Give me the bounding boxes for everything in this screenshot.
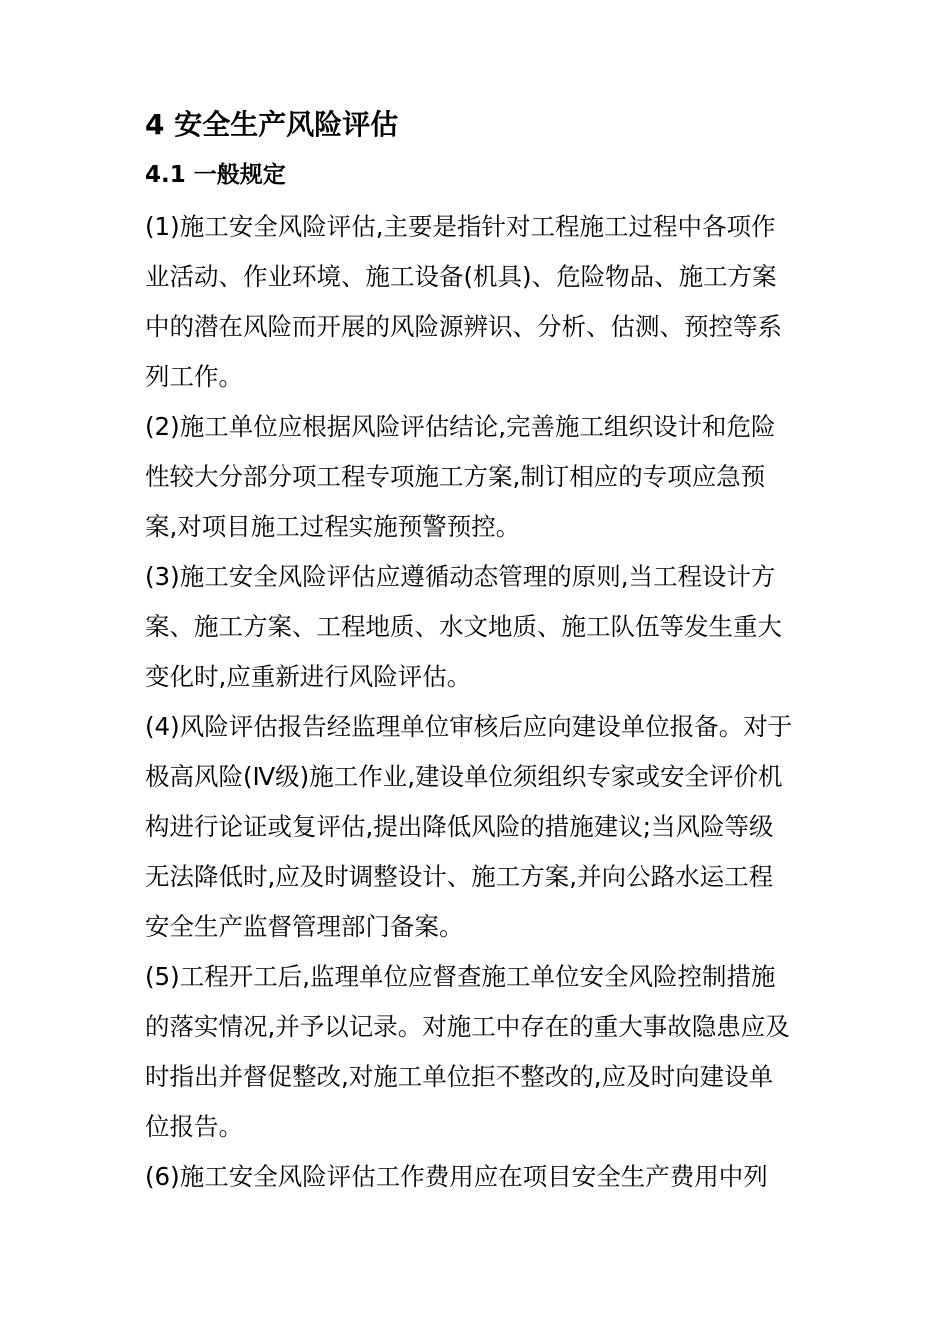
paragraph-line: (6)施工安全风险评估工作费用应在项目安全生产费用中列 bbox=[145, 1162, 768, 1191]
paragraph-line: 构进行论证或复评估,提出降低风险的措施建议;当风险等级 bbox=[145, 812, 774, 841]
paragraph-line: 性较大分部分项工程专项施工方案,制订相应的专项应急预 bbox=[145, 462, 766, 491]
document-page bbox=[145, 100, 815, 1202]
paragraph-line: 安全生产监督管理部门备案。 bbox=[145, 912, 464, 941]
paragraph-line: 无法降低时,应及时调整设计、施工方案,并向公路水运工程 bbox=[145, 862, 774, 891]
paragraph-line: 案,对项目施工过程实施预警预控。 bbox=[145, 512, 521, 541]
paragraph-6 bbox=[145, 1152, 815, 1202]
paragraph-line: 的落实情况,并予以记录。对施工中存在的重大事故隐患应及 bbox=[145, 1012, 790, 1041]
paragraph-line: 列工作。 bbox=[145, 362, 243, 391]
paragraph-1 bbox=[145, 202, 815, 402]
paragraph-line: 位报告。 bbox=[145, 1112, 243, 1141]
paragraph-4 bbox=[145, 702, 815, 952]
paragraph-line: 案、施工方案、工程地质、水文地质、施工队伍等发生重大 bbox=[145, 612, 782, 641]
paragraph-line: 极高风险(Ⅳ级)施工作业,建设单位须组织专家或安全评价机 bbox=[145, 762, 783, 791]
paragraph-line: (1)施工安全风险评估,主要是指针对工程施工过程中各项作 bbox=[145, 212, 776, 241]
paragraph-line: (3)施工安全风险评估应遵循动态管理的原则,当工程设计方 bbox=[145, 562, 776, 591]
paragraph-5 bbox=[145, 952, 815, 1152]
paragraph-2 bbox=[145, 402, 815, 552]
paragraph-line: (5)工程开工后,监理单位应督查施工单位安全风险控制措施 bbox=[145, 962, 776, 991]
paragraph-line: 时指出并督促整改,对施工单位拒不整改的,应及时向建设单 bbox=[145, 1062, 774, 1091]
chapter-heading: 4 安全生产风险评估 bbox=[145, 108, 399, 141]
paragraph-line: (4)风险评估报告经监理单位审核后应向建设单位报备。对于 bbox=[145, 712, 793, 741]
paragraph-line: (2)施工单位应根据风险评估结论,完善施工组织设计和危险 bbox=[145, 412, 776, 441]
paragraph-3 bbox=[145, 552, 815, 702]
paragraph-line: 中的潜在风险而开展的风险源辨识、分析、估测、预控等系 bbox=[145, 312, 782, 341]
paragraph-line: 业活动、作业环境、施工设备(机具)、危险物品、施工方案 bbox=[145, 262, 777, 291]
paragraph-line: 变化时,应重新进行风险评估。 bbox=[145, 662, 472, 691]
section-heading: 4.1 一般规定 bbox=[145, 162, 286, 188]
